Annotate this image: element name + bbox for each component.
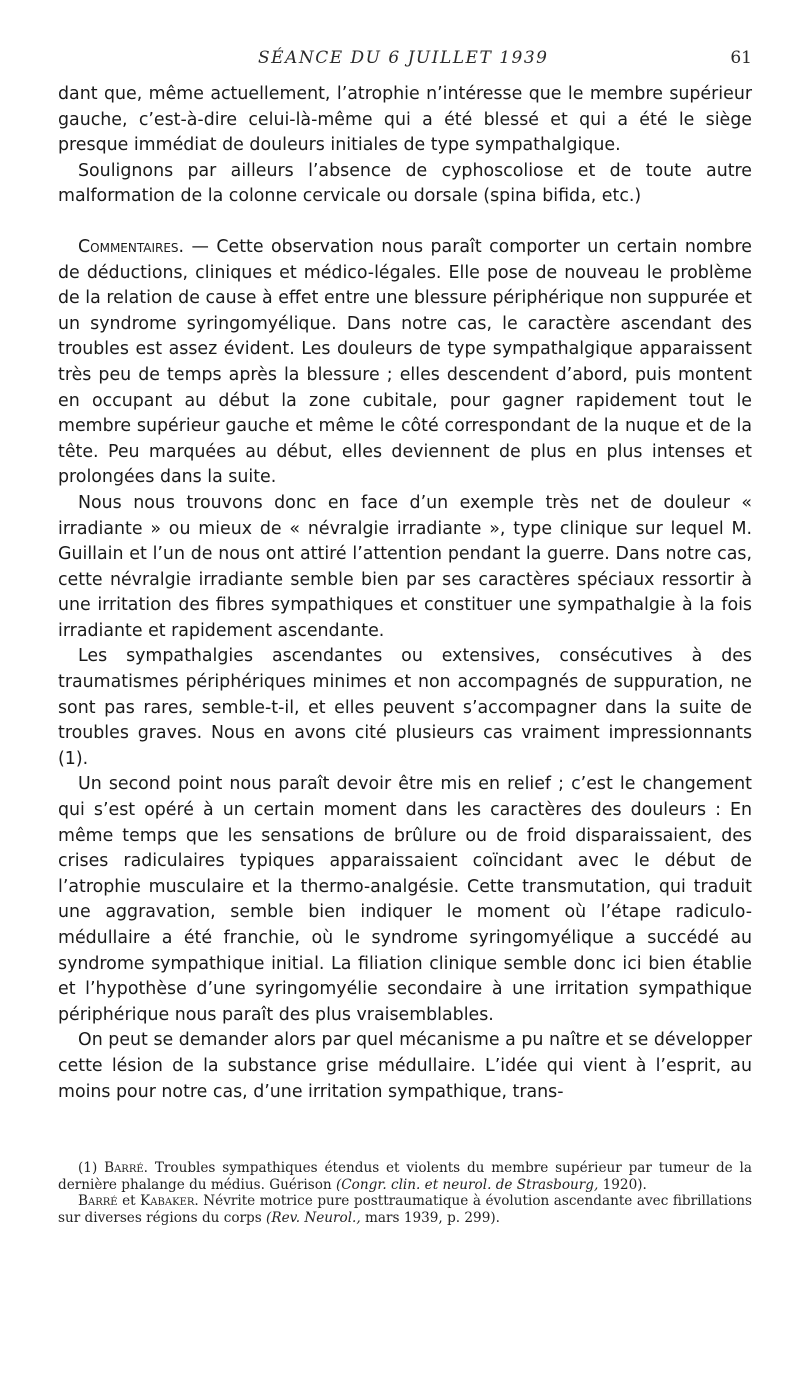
- page-body: [58, 72, 752, 1105]
- footnote-year: 1920).: [598, 1176, 647, 1193]
- paragraph-commentaires-text: — Cette observation nous paraît comporter un certain nombre de déductions, cliniques et médico-légales. Elle pose de nouveau le problème de la relation de cause à effet entre une blessure périphérique non suppurée et un syndrome syringomyélique. Dans notre cas, le caractère ascendant des troubles est assez évident. Les douleurs de type sympathalgique apparaissent très peu de temps après la blessure ; elles descendent d’abord, puis montent en occupant au début la zone cubitale, pour gagner rapidement tout le membre supérieur gauche et même le côté correspondant de la nuque et de la tête. Peu marquées au début, elles deviennent de plus en plus intenses et prolongées dans la suite.: [58, 236, 752, 488]
- paragraph-malformation: Soulignons par ailleurs l’absence de cyphoscoliose et de toute autre malformation de la colonne cervicale ou dorsale (spina bifida, etc.): [58, 160, 752, 207]
- main-text: [58, 82, 752, 1105]
- paragraph-mecanisme: On peut se demander alors par quel mécanisme a pu naître et se développer cette lésion de la substance grise médullaire. L’idée qui vient à l’esprit, au moins pour notre cas, d’une irritation sympathique, trans-: [58, 1030, 752, 1102]
- footnote-2: [58, 1193, 752, 1226]
- paragraph-second-point: Un second point nous paraît devoir être mis en relief ; c’est le changement qui s’est opéré à un certain moment dans les caractères des douleurs : En même temps que les sensations de brûlure ou de froid disparaissaient, des crises radiculaires typiques apparaissaient coïncidant avec le début de l’atrophie musculaire et la thermo-analgésie. Cette transmutation, qui traduit une aggravation, semble bien indiquer le moment où l’étape radiculo-médullaire a été franchie, où le syndrome syringomyélique a succédé au syndrome sympathique initial. La filiation clinique semble donc ici bien établie et l’hypothèse d’une syringomyélie secondaire à une irritation sympathique périphérique nous paraît des plus vraisemblables.: [58, 774, 752, 1025]
- footnote-year: mars 1939, p. 299).: [360, 1209, 500, 1226]
- footnote-1: [58, 1160, 752, 1193]
- running-title: SÉANCE DU 6 JUILLET 1939: [258, 48, 549, 68]
- running-head: [58, 42, 752, 72]
- footnote-author: Kabaker: [140, 1193, 195, 1210]
- paragraph-sympathalgies: Les sympathalgies ascendantes ou extensives, consécutives à des traumatismes périphériques minimes et non accompagnés de suppuration, ne sont pas rares, semble-t-il, et elles peuvent s’accompagner dans la suite de troubles graves. Nous en avons cité plusieurs cas vraiment impressionnants (1).: [58, 646, 752, 769]
- footnote-conjunction: et: [117, 1193, 141, 1210]
- footnote-citation: (Rev. Neurol.,: [266, 1209, 361, 1226]
- footnote-author: Barré: [104, 1160, 144, 1176]
- page-number: 61: [730, 48, 752, 68]
- footnote-citation: (Congr. clin. et neurol. de Strasbourg,: [335, 1176, 599, 1193]
- paragraph-nevralgie: Nous nous trouvons donc en face d’un exemple très net de douleur « irradiante » ou mieux de « névralgie irradiante », type clinique sur lequel M. Guillain et l’un de nous ont attiré l’attention pendant la guerre. Dans notre cas, cette névralgie irradiante semble bien par ses caractères spéciaux ressortir à une irritation des fibres sympathiques et constituer une sympathalgie à la fois irradiante et rapidement ascendante.: [58, 492, 752, 641]
- footnotes: [58, 1160, 752, 1226]
- paragraph-continuation: dant que, même actuellement, l’atrophie n’intéresse que le membre supérieur gauche, c’est-à-dire celui-là-même qui a été blessé et qui a été le siège presque immédiat de douleurs initiales de type sympathalgique.: [58, 84, 752, 156]
- footnote-text: . Névrite motrice pure posttraumatique à évolution ascendante avec fibrillations sur diverses régions du corps: [58, 1193, 752, 1226]
- footnote-text: . Troubles sympathiques étendus et violents du membre supérieur par tumeur de la dernière phalange du médius. Guérison: [58, 1160, 752, 1193]
- paragraph-commentaires: [58, 235, 752, 491]
- footnote-mark: (1): [78, 1160, 98, 1176]
- footnote-author: Barré: [78, 1193, 118, 1210]
- section-lead: Commentaires.: [78, 236, 185, 257]
